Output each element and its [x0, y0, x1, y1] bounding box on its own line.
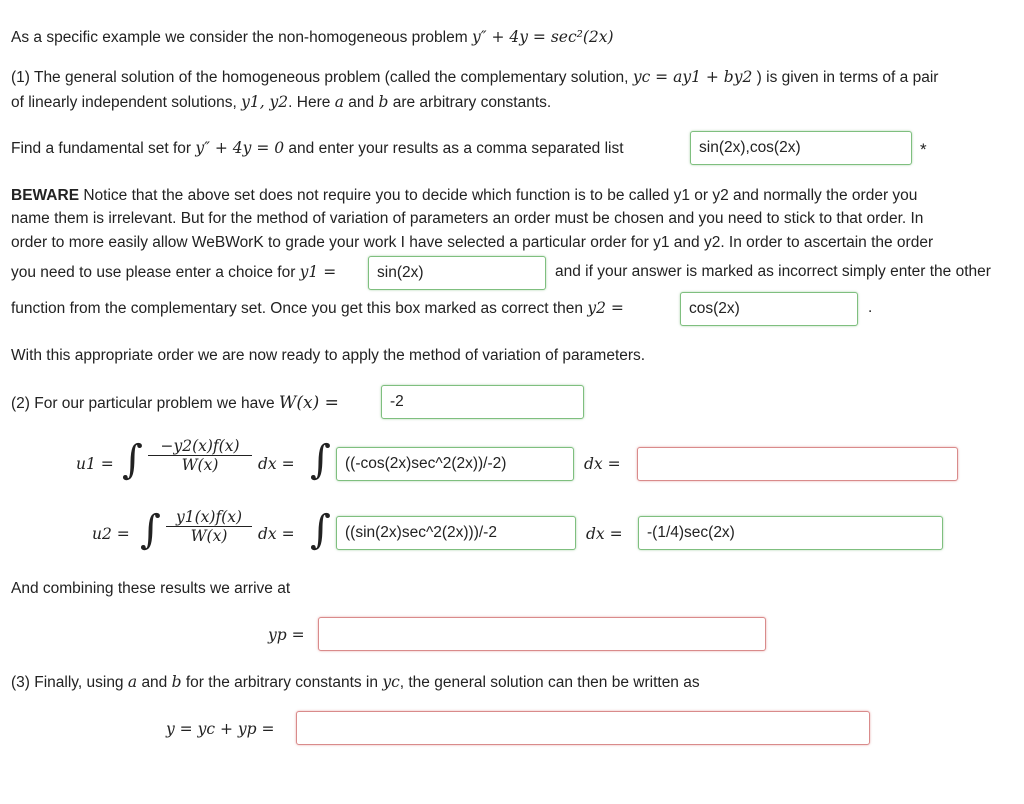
fundamental-set-input[interactable]: sin(2x),cos(2x)	[690, 131, 912, 165]
part3-yc: yc	[382, 673, 400, 691]
u1-dx: dx =	[258, 455, 295, 473]
wronskian-input[interactable]: -2	[381, 385, 584, 419]
part1-text-a: (1) The general solution of the homogeneous problem (called the complementary solution,	[11, 69, 629, 86]
part3-line	[11, 673, 700, 692]
yp-input[interactable]	[318, 617, 766, 651]
part1-line2	[11, 93, 551, 112]
const-b: b	[378, 93, 389, 111]
y2-equals: y2 =	[587, 299, 624, 317]
beware-text-1: Notice that the above set does not require you to decide which function is to be called y1 or y2 and normally the order you	[83, 187, 918, 204]
beware-line3: order to more easily allow WeBWorK to grade your work I have selected a particular order for y1 and y2. In order to ascertain the order	[11, 234, 934, 251]
u2-lhs: u2 =	[92, 525, 130, 543]
u1-result-input[interactable]	[637, 447, 958, 481]
u2-integrand-input[interactable]: ((sin(2x)sec^2(2x)))/-2	[336, 516, 576, 550]
beware-text-5a: function from the complementary set. Once you get this box marked as correct then	[11, 300, 584, 317]
integral-sign-u2-b: ∫	[310, 507, 331, 553]
beware-line4	[11, 263, 336, 282]
part1-text-b: ) is given in terms of a pair	[756, 69, 939, 86]
u1-numerator: −y2(x)f(x)	[160, 437, 240, 455]
part1-line1	[11, 68, 938, 87]
y-pair: y1, y2	[241, 93, 289, 111]
beware-text-4b: and if your answer is marked as incorrect simply enter the other	[555, 263, 991, 280]
combine-text: And combining these results we arrive at	[11, 580, 291, 597]
part2-line	[11, 393, 339, 413]
yc-expression: yc = ay1 + by2	[632, 68, 753, 86]
part1-and: and	[348, 94, 375, 111]
part3-b: b	[171, 673, 182, 691]
part1-text-e: are arbitrary constants.	[392, 94, 552, 111]
fundamental-text-a: Find a fundamental set for	[11, 140, 192, 157]
part3-text-a: (3) Finally, using	[11, 674, 124, 691]
ready-text: With this appropriate order we are now ready to apply the method of variation of parameters.	[11, 347, 646, 364]
u1-integrand-input[interactable]: ((-cos(2x)sec^2(2x))/-2)	[336, 447, 574, 481]
wronskian-equals: W(x) =	[278, 393, 339, 413]
general-solution-equals: y = yc + yp =	[166, 720, 275, 738]
intro-equation: y″ + 4y = sec²(2x)	[471, 28, 614, 46]
u1-fraction	[148, 437, 252, 474]
yp-equals: yp =	[268, 626, 305, 644]
part3-a: a	[127, 673, 138, 691]
part2-label: (2) For our particular problem we have	[11, 395, 275, 412]
beware-title: BEWARE	[11, 187, 80, 204]
homogeneous-ode: y″ + 4y = 0	[195, 139, 285, 157]
part1-text-d: . Here	[288, 94, 331, 111]
u2-dx: dx =	[258, 525, 295, 543]
u2-result-input[interactable]: -(1/4)sec(2x)	[638, 516, 943, 550]
u1-denominator: W(x)	[181, 456, 219, 474]
part3-text-b: for the arbitrary constants in	[185, 674, 378, 691]
beware-line1	[11, 187, 917, 205]
intro-line	[11, 28, 614, 47]
y1-equals: y1 =	[299, 263, 337, 281]
integral-sign-u1-b: ∫	[310, 437, 331, 483]
fundamental-text-b: and enter your results as a comma separated list	[288, 140, 624, 157]
const-a: a	[334, 93, 344, 111]
beware-text-4a: you need to use please enter a choice for	[11, 264, 296, 281]
integral-sign-u2: ∫	[140, 507, 161, 553]
integral-sign-u1: ∫	[122, 437, 143, 483]
beware-line5	[11, 299, 624, 318]
required-marker: *	[920, 140, 927, 159]
u1-lhs: u1 =	[76, 455, 114, 473]
u2-denominator: W(x)	[190, 527, 228, 545]
part3-and: and	[141, 674, 168, 691]
part1-text-c: of linearly independent solutions,	[11, 94, 237, 111]
u2-numerator: y1(x)f(x)	[175, 508, 243, 526]
y2-input[interactable]: cos(2x)	[680, 292, 858, 326]
part3-text-c: , the general solution can then be written as	[399, 674, 700, 691]
period: .	[868, 299, 873, 316]
general-solution-input[interactable]	[296, 711, 870, 745]
beware-line2: name them is irrelevant. But for the method of variation of parameters an order must be chosen and you need to stick to that order. In	[11, 210, 924, 227]
u2-fraction	[166, 508, 252, 545]
u2-dx2: dx =	[586, 525, 623, 543]
intro-text: As a specific example we consider the non-homogeneous problem	[11, 29, 468, 46]
u1-dx2: dx =	[584, 455, 621, 473]
fundamental-prompt	[11, 139, 624, 158]
y1-input[interactable]: sin(2x)	[368, 256, 546, 290]
